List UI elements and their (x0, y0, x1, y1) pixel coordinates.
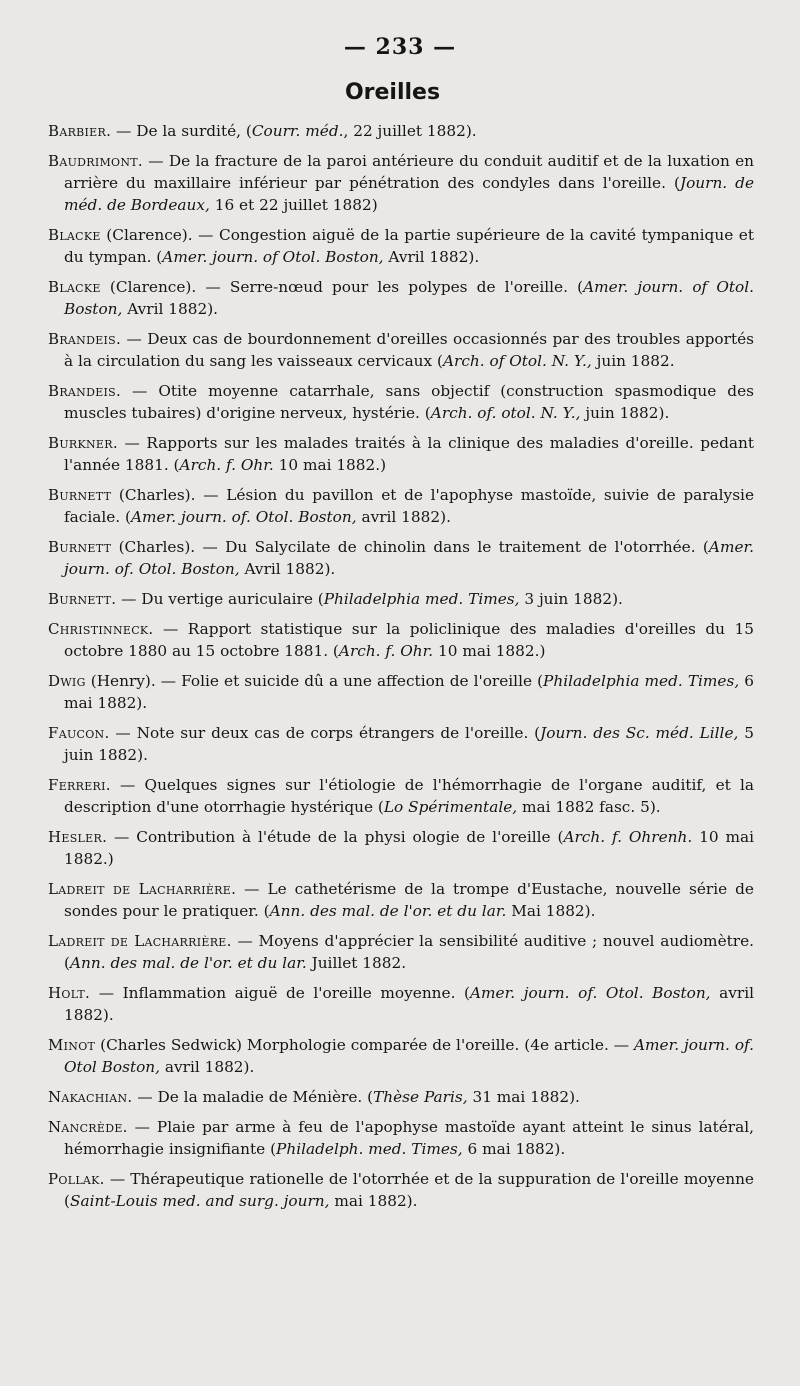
entry-text: — Rapports sur les malades traités à la clinique des maladies d'oreille. pedant l'année 1881. ( (64, 434, 754, 474)
entry-journal: Philadelphia med. Times, (543, 672, 740, 690)
entry-text: (Clarence). — Congestion aiguë de la partie supérieure de la cavité tympanique et du tympan. ( (64, 226, 754, 266)
entry-rest: 10 mai 1882.) (64, 828, 754, 868)
bibliography-list (48, 120, 754, 1220)
entry-journal: Ann. des mal. de l'or. et du lar. (269, 902, 507, 920)
entry-journal: Amer. journ. of. Otol. Boston, (470, 984, 711, 1002)
entry-author: Brandeis. (48, 382, 122, 400)
bibliography-entry (48, 878, 754, 922)
entry-text: — Thérapeutique rationelle de l'otorrhée et de la suppuration de l'oreille moyenne ( (64, 1170, 754, 1210)
entry-author: Blacke (48, 278, 101, 296)
entry-journal: Philadelphia med. Times, (323, 590, 520, 608)
entry-journal: Courr. méd. (251, 122, 344, 140)
entry-rest: mai 1882 fasc. 5). (517, 798, 661, 816)
entry-journal: Arch. of Otol. N. Y., (443, 352, 592, 370)
entry-text: — De la maladie de Ménière. ( (132, 1088, 374, 1106)
bibliography-entry (48, 774, 754, 818)
entry-text: — Deux cas de bourdonnement d'oreilles occasionnés par des troubles apportés à la circulation du sang les vaisseaux cervicaux ( (64, 330, 754, 370)
entry-author: Christinneck. (48, 620, 154, 638)
entry-rest: juin 1882). (580, 404, 670, 422)
entry-text: — Quelques signes sur l'étiologie de l'hémorrhagie de l'organe auditif, et la description d'une otorrhagie hystérique ( (64, 776, 754, 816)
page-number: — 233 — (343, 34, 457, 60)
entry-rest: avril 1882). (64, 984, 754, 1024)
entry-author: Dwig (48, 672, 86, 690)
entry-rest: avril 1882). (356, 508, 451, 526)
entry-journal: Amer. journ. of. Otol Boston, (64, 1036, 755, 1076)
bibliography-entry (48, 1168, 754, 1212)
entry-journal: Journ. de méd. de Bordeaux, (64, 174, 755, 214)
entry-author: Ladreit de Lacharrière. (48, 880, 237, 898)
bibliography-entry (48, 432, 754, 476)
bibliography-entry (48, 930, 754, 974)
entry-text: — Otite moyenne catarrhale, sans objectif (construction spasmodique des muscles tubaires) d'origine nerveux, hystérie. ( (64, 382, 754, 422)
entry-journal: Ann. des mal. de l'or. et du lar. (69, 954, 307, 972)
entry-journal: Amer. journ. of. Otol. Boston, (131, 508, 357, 526)
entry-text: — Du vertige auriculaire ( (116, 590, 324, 608)
entry-journal: Arch. f. Ohr. (179, 456, 274, 474)
bibliography-entry (48, 224, 754, 268)
bibliography-entry (48, 536, 754, 580)
entry-text: — Rapport statistique sur la policlinique des maladies d'oreilles du 15 octobre 1880 au 15 octobre 1881. ( (64, 620, 754, 660)
entry-author: Minot (48, 1036, 96, 1054)
entry-rest: 6 mai 1882). (462, 1140, 566, 1158)
bibliography-entry (48, 1116, 754, 1160)
entry-author: Burnett. (48, 590, 117, 608)
entry-journal: Arch. f. Ohrenh. (563, 828, 693, 846)
entry-journal: Arch. of. otol. N. Y., (430, 404, 581, 422)
entry-author: Burnett (48, 486, 112, 504)
entry-author: Brandeis. (48, 330, 122, 348)
entry-journal: Thèse Paris, (373, 1088, 468, 1106)
entry-text: — Le cathetérisme de la trompe d'Eustache, nouvelle série de sondes pour le pratiquer. ( (64, 880, 754, 920)
entry-text: — Moyens d'apprécier la sensibilité auditive ; nouvel audiomètre. ( (64, 932, 754, 972)
entry-text: — Inflammation aiguë de l'oreille moyenne. ( (90, 984, 470, 1002)
entry-text: (Charles). — Du Salycilate de chinolin dans le traitement de l'otorrhée. ( (111, 538, 709, 556)
entry-author: Ferreri. (48, 776, 111, 794)
entry-author: Baudrimont. (48, 152, 143, 170)
entry-author: Nancrède. (48, 1118, 128, 1136)
bibliography-entry (48, 328, 754, 372)
entry-text: — De la fracture de la paroi antérieure du conduit auditif et de la luxation en arrière du maxillaire inférieur par pénétration des condyles dans l'oreille. ( (64, 152, 754, 192)
entry-author: Ladreit de Lacharrière. (48, 932, 232, 950)
entry-author: Hesler. (48, 828, 108, 846)
entry-journal: Journ. des Sc. méd. Lille, (540, 724, 739, 742)
bibliography-entry (48, 588, 754, 610)
bibliography-entry (48, 150, 754, 216)
entry-rest: , 22 juillet 1882). (343, 122, 477, 140)
entry-journal: Saint-Louis med. and surg. journ, (69, 1192, 330, 1210)
bibliography-entry (48, 120, 754, 142)
entry-text: — De la surdité, ( (111, 122, 252, 140)
entry-rest: 5 juin 1882). (64, 724, 754, 764)
bibliography-entry (48, 826, 754, 870)
bibliography-entry (48, 380, 754, 424)
bibliography-entry (48, 1086, 754, 1108)
entry-author: Nakachian. (48, 1088, 133, 1106)
entry-text: — Contribution à l'étude de la physi ologie de l'oreille ( (107, 828, 564, 846)
entry-text: (Henry). — Folie et suicide dû a une affection de l'oreille ( (85, 672, 544, 690)
entry-text: (Charles). — Lésion du pavillon et de l'apophyse mastoïde, suivie de paralysie faciale. ( (64, 486, 754, 526)
bibliography-entry (48, 1034, 754, 1078)
entry-rest: 16 et 22 juillet 1882) (209, 196, 378, 214)
entry-rest: 3 juin 1882). (519, 590, 623, 608)
entry-journal: Philadelph. med. Times, (276, 1140, 463, 1158)
entry-rest: 10 mai 1882.) (273, 456, 387, 474)
entry-rest: Juillet 1882. (306, 954, 407, 972)
entry-rest: Avril 1882). (239, 560, 336, 578)
bibliography-entry (48, 276, 754, 320)
entry-author: Blacke (48, 226, 101, 244)
entry-journal: Amer. journ. of Otol. Boston, (162, 248, 384, 266)
entry-rest: Mai 1882). (506, 902, 596, 920)
entry-text: (Charles Sedwick) Morphologie comparée de l'oreille. (4e article. — (95, 1036, 634, 1054)
entry-text: — Plaie par arme à feu de l'apophyse mastoïde ayant atteint le sinus latéral, hémorrhagie insignifiante ( (64, 1118, 754, 1158)
entry-rest: Avril 1882). (122, 300, 219, 318)
entry-rest: 31 mai 1882). (467, 1088, 580, 1106)
entry-author: Faucon. (48, 724, 110, 742)
entry-author: Burkner. (48, 434, 118, 452)
entry-rest: juin 1882. (591, 352, 675, 370)
entry-author: Pollak. (48, 1170, 105, 1188)
entry-rest: Avril 1882). (383, 248, 480, 266)
entry-author: Barbier. (48, 122, 112, 140)
entry-rest: mai 1882). (329, 1192, 418, 1210)
entry-journal: Arch. f. Ohr. (338, 642, 434, 660)
section-title: Oreilles (344, 80, 441, 105)
entry-author: Burnett (48, 538, 112, 556)
entry-text: (Clarence). — Serre-nœud pour les polypes de l'oreille. ( (100, 278, 584, 296)
entry-author: Holt. (48, 984, 91, 1002)
bibliography-entry (48, 618, 754, 662)
entry-journal: Amer. journ. of Otol. Boston, (64, 278, 754, 318)
entry-rest: 6 mai 1882). (64, 672, 754, 712)
bibliography-entry (48, 722, 754, 766)
bibliography-entry (48, 982, 754, 1026)
entry-journal: Amer. journ. of. Otol. Boston, (64, 538, 754, 578)
bibliography-entry (48, 670, 754, 714)
entry-rest: 10 mai 1882.) (433, 642, 546, 660)
entry-journal: Lo Spérimentale, (383, 798, 518, 816)
entry-rest: avril 1882). (160, 1058, 255, 1076)
entry-text: — Note sur deux cas de corps étrangers de l'oreille. ( (109, 724, 541, 742)
bibliography-entry (48, 484, 754, 528)
